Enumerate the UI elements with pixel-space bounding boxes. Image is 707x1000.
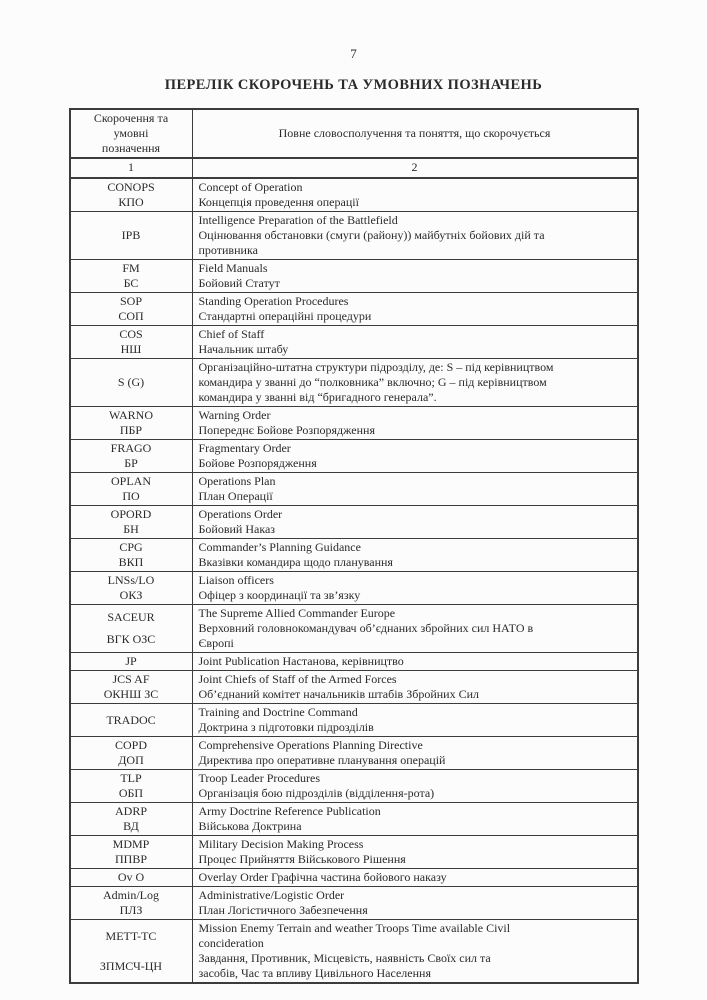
table-row <box>71 671 637 704</box>
abbreviation-label: OPLAN <box>110 474 151 488</box>
abbr-cell <box>71 293 193 325</box>
abbreviation-label: ADRP <box>114 804 147 818</box>
full-phrase-line: Бойове Розпорядження <box>198 456 317 470</box>
abbreviation-label: JP <box>125 654 137 668</box>
full-phrase-line: Доктрина з підготовки підрозділів <box>198 720 374 734</box>
abbr-cell <box>71 539 193 571</box>
full-cell <box>193 770 637 802</box>
full-cell <box>193 260 637 292</box>
full-cell <box>193 803 637 835</box>
abbreviation-label: НШ <box>120 342 142 356</box>
full-phrase-line: Overlay Order Графічна частина бойового наказу <box>198 870 447 884</box>
full-phrase-line: командира у званні від “бригадного генерала”. <box>198 390 437 404</box>
abbreviation-label: SACEUR <box>107 609 155 624</box>
abbr-cell <box>71 440 193 472</box>
full-phrase-line: Начальник штабу <box>198 342 289 356</box>
full-phrase-line: Верховний головнокомандувач об’єднаних збройних сил НАТО в <box>198 621 534 635</box>
table-row <box>71 920 637 982</box>
full-phrase-line: Процес Прийняття Військового Рішення <box>198 852 406 866</box>
abbreviation-label: COS <box>119 327 143 341</box>
full-phrase-line: Військова Доктрина <box>198 819 302 833</box>
abbr-cell <box>71 671 193 703</box>
abbr-cell <box>71 920 193 982</box>
abbreviation-label: КПО <box>118 195 144 209</box>
full-phrase-line: Liaison officers <box>198 573 274 587</box>
abbreviation-label: ПЛЗ <box>119 903 143 917</box>
header-full-cell <box>193 110 637 157</box>
full-cell <box>193 887 637 919</box>
table-row <box>71 836 637 869</box>
full-phrase-line: Завдання, Противник, Місцевість, наявність Своїх сил та <box>198 951 491 965</box>
abbreviation-label: COPD <box>114 738 147 752</box>
abbr-cell <box>71 260 193 292</box>
full-cell <box>193 326 637 358</box>
table-row <box>71 770 637 803</box>
abbreviation-label: IPB <box>121 228 141 242</box>
full-cell <box>193 179 637 211</box>
full-phrase-line: Operations Plan <box>198 474 276 488</box>
full-phrase-line: Директива про оперативне планування операцій <box>198 753 446 767</box>
abbreviation-label: WARNO <box>109 408 153 422</box>
table-row <box>71 326 637 359</box>
header-abbr-line: умовні <box>113 126 149 140</box>
column-number-2: 2 <box>411 160 418 174</box>
table-row <box>71 539 637 572</box>
full-cell <box>193 653 637 670</box>
abbr-cell <box>71 704 193 736</box>
full-phrase-line: Joint Chiefs of Staff of the Armed Forces <box>198 672 397 686</box>
page-number: 7 <box>350 46 357 61</box>
header-full-label: Повне словосполучення та поняття, що скорочується <box>278 126 551 140</box>
full-cell <box>193 704 637 736</box>
full-phrase-line: План Логістичного Забезпечення <box>198 903 368 917</box>
full-phrase-line: The Supreme Allied Commander Europe <box>198 606 396 620</box>
abbreviations-table <box>69 108 639 984</box>
table-row <box>71 359 637 407</box>
abbreviation-label: CPG <box>119 540 143 554</box>
abbr-cell <box>71 869 193 886</box>
table-row <box>71 737 637 770</box>
full-phrase-line: Standing Operation Procedures <box>198 294 349 308</box>
full-phrase-line: Chief of Staff <box>198 327 265 341</box>
abbreviation-label: OPORD <box>110 507 152 521</box>
abbreviation-label: ПБР <box>119 423 143 437</box>
full-phrase-line: Бойовий Статут <box>198 276 280 290</box>
abbreviation-label: Admin/Log <box>103 888 159 902</box>
table-row <box>71 704 637 737</box>
table-header-row <box>71 110 637 159</box>
abbr-cell <box>71 803 193 835</box>
full-phrase-line: Організаційно-штатна структури підрозділу, де: S – під керівництвом <box>198 360 554 374</box>
full-phrase-line: Організація бою підрозділів (відділення-рота) <box>198 786 435 800</box>
table-row <box>71 212 637 260</box>
full-phrase-line: Field Manuals <box>198 261 268 275</box>
abbr-cell <box>71 836 193 868</box>
abbreviation-label: SOP <box>119 294 142 308</box>
full-phrase-line: Оцінювання обстановки (смуги (району)) майбутніх бойових дій та <box>198 228 545 242</box>
abbr-cell <box>71 506 193 538</box>
abbreviation-label: ППВР <box>114 852 147 866</box>
abbreviation-label: Ov O <box>117 870 145 884</box>
abbreviation-label: ЗПМСЧ-ЦН <box>99 958 163 973</box>
abbreviation-label: CONOPS <box>107 180 155 194</box>
full-phrase-line: Бойовий Наказ <box>198 522 276 536</box>
header-abbr-line: позначення <box>101 141 161 155</box>
full-phrase-line: Warning Order <box>198 408 271 422</box>
full-phrase-line: Fragmentary Order <box>198 441 291 455</box>
table-row <box>71 605 637 653</box>
abbreviation-label: METT-TC <box>105 928 157 943</box>
full-cell <box>193 737 637 769</box>
full-cell <box>193 359 637 406</box>
abbreviation-label: S (G) <box>117 375 145 389</box>
full-phrase-line: Mission Enemy Terrain and weather Troops Time available Civil <box>198 921 511 935</box>
abbreviation-label: LNSs/LO <box>107 573 155 587</box>
abbr-cell <box>71 653 193 670</box>
full-cell <box>193 293 637 325</box>
full-phrase-line: Попереднє Бойове Розпорядження <box>198 423 375 437</box>
table-row <box>71 506 637 539</box>
full-cell <box>193 473 637 505</box>
abbreviation-label: TLP <box>120 771 142 785</box>
table-row <box>71 887 637 920</box>
full-phrase-line: Вказівки командира щодо планування <box>198 555 393 569</box>
page-title: ПЕРЕЛІК СКОРОЧЕНЬ ТА УМОВНИХ ПОЗНАЧЕНЬ <box>164 77 543 93</box>
full-cell <box>193 869 637 886</box>
full-cell <box>193 539 637 571</box>
table-row <box>71 440 637 473</box>
full-cell <box>193 212 637 259</box>
full-phrase-line: План Операції <box>198 489 273 503</box>
full-cell <box>193 440 637 472</box>
column-number-1: 1 <box>71 159 193 177</box>
header-abbr-cell <box>71 110 193 157</box>
full-cell <box>193 506 637 538</box>
full-phrase-line: Army Doctrine Reference Publication <box>198 804 381 818</box>
table-row <box>71 653 637 671</box>
full-phrase-line: Intelligence Preparation of the Battlefield <box>198 213 398 227</box>
table-row <box>71 179 637 212</box>
abbreviation-label: FRAGO <box>110 441 152 455</box>
abbreviation-label: JCS AF <box>112 672 150 686</box>
abbr-cell <box>71 179 193 211</box>
full-phrase-line: противника <box>198 243 258 257</box>
full-cell <box>193 671 637 703</box>
abbr-cell <box>71 407 193 439</box>
header-abbr-line: Скорочення та <box>93 111 169 125</box>
abbr-cell <box>71 212 193 259</box>
full-cell <box>193 836 637 868</box>
abbr-cell <box>71 572 193 604</box>
full-phrase-line: Comprehensive Operations Planning Directive <box>198 738 423 752</box>
full-phrase-line: Joint Publication Настанова, керівництво <box>198 654 404 668</box>
abbreviation-label: СОП <box>118 309 144 323</box>
full-phrase-line: Administrative/Logistic Order <box>198 888 345 902</box>
full-cell <box>193 407 637 439</box>
full-phrase-line: Training and Doctrine Command <box>198 705 358 719</box>
full-phrase-line: Operations Order <box>198 507 283 521</box>
abbr-cell <box>71 605 193 652</box>
abbreviation-label: ВКП <box>118 555 144 569</box>
table-row <box>71 407 637 440</box>
full-phrase-line: Європі <box>198 636 234 650</box>
abbreviation-label: MDMP <box>112 837 150 851</box>
table-row <box>71 293 637 326</box>
full-phrase-line: Troop Leader Procedures <box>198 771 321 785</box>
abbreviation-label: БН <box>123 522 139 536</box>
full-phrase-line: Стандартні операційні процедури <box>198 309 372 323</box>
full-phrase-line: concideration <box>198 936 264 950</box>
full-cell <box>193 920 637 982</box>
table-body <box>71 179 637 982</box>
full-phrase-line: Концепція проведення операції <box>198 195 359 209</box>
full-phrase-line: Concept of Operation <box>198 180 303 194</box>
column-numbers-row <box>71 159 637 179</box>
abbr-cell <box>71 359 193 406</box>
abbr-cell <box>71 326 193 358</box>
full-cell <box>193 572 637 604</box>
abbr-cell <box>71 473 193 505</box>
table-row <box>71 572 637 605</box>
full-phrase-line: Commander’s Planning Guidance <box>198 540 361 554</box>
full-cell <box>193 605 637 652</box>
abbr-cell <box>71 887 193 919</box>
table-row <box>71 473 637 506</box>
abbr-cell <box>71 737 193 769</box>
abbreviation-label: TRADOC <box>106 712 156 727</box>
full-phrase-line: засобів, Час та впливу Цивільного Населення <box>198 966 431 980</box>
abbreviation-label: ОКНШ ЗС <box>103 687 159 701</box>
abbreviation-label: ОБП <box>118 786 144 800</box>
abbreviation-label: БР <box>124 456 138 470</box>
abbr-cell <box>71 770 193 802</box>
full-phrase-line: Об’єднаний комітет начальників штабів Збройних Сил <box>198 687 479 701</box>
abbreviation-label: FM <box>122 261 140 275</box>
table-row <box>71 869 637 887</box>
abbreviation-label: БС <box>123 276 139 290</box>
table-row <box>71 803 637 836</box>
full-phrase-line: Офіцер з координації та зв’язку <box>198 588 361 602</box>
full-phrase-line: командира у званні до “полковника” включно; G – під керівництвом <box>198 375 547 389</box>
table-row <box>71 260 637 293</box>
full-phrase-line: Military Decision Making Process <box>198 837 364 851</box>
abbreviation-label: ОКЗ <box>119 588 143 602</box>
abbreviation-label: ВД <box>123 819 139 833</box>
abbreviation-label: ДОП <box>118 753 144 767</box>
abbreviation-label: ВГК ОЗС <box>106 632 156 647</box>
abbreviation-label: ПО <box>122 489 140 503</box>
